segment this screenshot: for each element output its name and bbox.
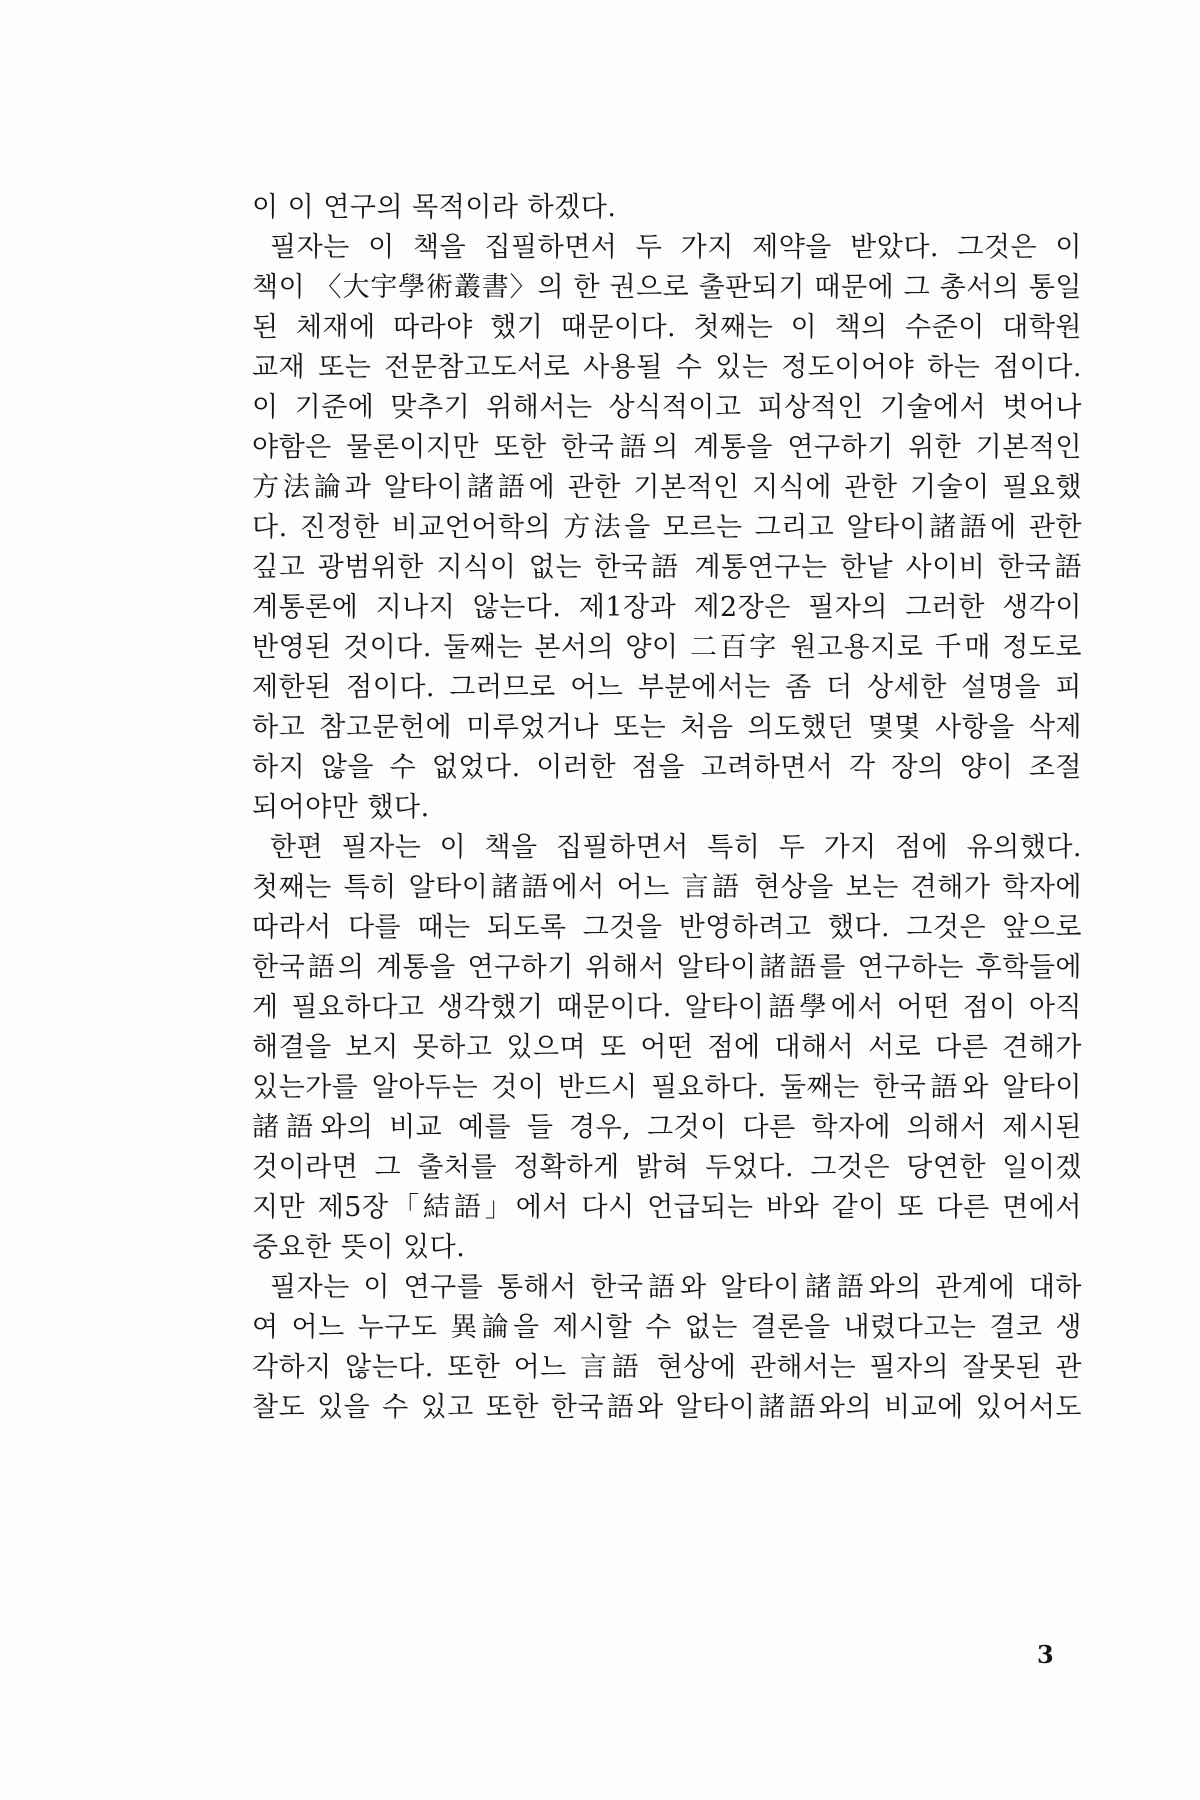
text-line: 첫째는 특히 알타이諸語에서 어느 言語 현상을 보는 견해가 학자에 — [252, 872, 1082, 903]
text-line: 諸語와의 비교 예를 들 경우, 그것이 다른 학자에 의해서 제시된 — [252, 1112, 1082, 1143]
text-line: 되어야만 했다. — [252, 792, 430, 823]
text-line: 지만 제5장「結語」에서 다시 언급되는 바와 같이 또 다른 면에서 — [252, 1192, 1082, 1223]
text-line: 하고 참고문헌에 미루었거나 또는 처음 의도했던 몇몇 사항을 삭제 — [252, 712, 1082, 743]
text-line: 다. 진정한 비교언어학의 方法을 모르는 그리고 알타이諸語에 관한 — [252, 512, 1082, 543]
page-number: 3 — [1037, 1640, 1054, 1669]
text-line: 각하지 않는다. 또한 어느 言語 현상에 관해서는 필자의 잘못된 관 — [252, 1352, 1082, 1383]
text-line: 이 기준에 맞추기 위해서는 상식적이고 피상적인 기술에서 벗어나 — [252, 392, 1082, 423]
text-line: 필자는 이 연구를 통해서 한국語와 알타이諸語와의 관계에 대하 — [270, 1272, 1082, 1303]
text-line: 책이 〈大宇學術叢書〉의 한 권으로 출판되기 때문에 그 총서의 통일 — [252, 272, 1082, 303]
text-line: 따라서 다를 때는 되도록 그것을 반영하려고 했다. 그것은 앞으로 — [252, 912, 1082, 943]
text-line: 한국語의 계통을 연구하기 위해서 알타이諸語를 연구하는 후학들에 — [252, 952, 1082, 983]
text-line: 方法論과 알타이諸語에 관한 기본적인 지식에 관한 기술이 필요했 — [252, 472, 1082, 503]
text-line: 여 어느 누구도 異論을 제시할 수 없는 결론을 내렸다고는 결코 생 — [252, 1312, 1082, 1343]
text-line: 이 이 연구의 목적이라 하겠다. — [252, 192, 617, 223]
text-line: 제한된 점이다. 그러므로 어느 부분에서는 좀 더 상세한 설명을 피 — [252, 672, 1082, 703]
text-line: 교재 또는 전문참고도서로 사용될 수 있는 정도이어야 하는 점이다. — [252, 352, 1082, 383]
text-line: 해결을 보지 못하고 있으며 또 어떤 점에 대해서 서로 다른 견해가 — [252, 1032, 1082, 1063]
text-line: 것이라면 그 출처를 정확하게 밝혀 두었다. 그것은 당연한 일이겠 — [252, 1152, 1082, 1183]
text-line: 깊고 광범위한 지식이 없는 한국語 계통연구는 한낱 사이비 한국語 — [252, 552, 1082, 583]
text-line: 하지 않을 수 없었다. 이러한 점을 고려하면서 각 장의 양이 조절 — [252, 752, 1082, 783]
text-line: 계통론에 지나지 않는다. 제1장과 제2장은 필자의 그러한 생각이 — [252, 592, 1082, 623]
text-line: 반영된 것이다. 둘째는 본서의 양이 二百字 원고용지로 千매 정도로 — [252, 632, 1082, 663]
text-line: 중요한 뜻이 있다. — [252, 1232, 466, 1263]
text-line: 필자는 이 책을 집필하면서 두 가지 제약을 받았다. 그것은 이 — [270, 232, 1082, 263]
text-line: 야함은 물론이지만 또한 한국語의 계통을 연구하기 위한 기본적인 — [252, 432, 1082, 463]
body-text — [252, 188, 1082, 1428]
text-line: 있는가를 알아두는 것이 반드시 필요하다. 둘째는 한국語와 알타이 — [252, 1072, 1082, 1103]
text-line: 된 체재에 따라야 했기 때문이다. 첫째는 이 책의 수준이 대학원 — [252, 312, 1082, 343]
text-line: 찰도 있을 수 있고 또한 한국語와 알타이諸語와의 비교에 있어서도 — [252, 1392, 1082, 1423]
text-line: 게 필요하다고 생각했기 때문이다. 알타이語學에서 어떤 점이 아직 — [252, 992, 1082, 1023]
text-line: 한편 필자는 이 책을 집필하면서 특히 두 가지 점에 유의했다. — [270, 832, 1082, 863]
